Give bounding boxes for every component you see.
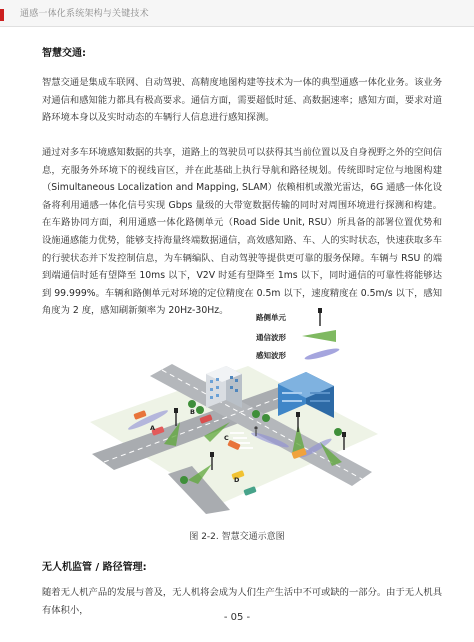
section-heading-uav: 无人机监管 / 路径管理: [42,562,147,573]
communication-wave-icon [302,330,336,342]
vehicle-label-a: A [150,424,156,432]
sensing-wave-icon [304,346,340,361]
rsu-icon [342,432,346,437]
header-divider [0,26,474,27]
vehicle-label-c: C [224,434,229,442]
paragraph-smart-traffic-details: 通过对多车环境感知数据的共享，道路上的驾驶员可以获得其当前位置以及自身视野之外的空间信息，充服务外环境下的视线盲区，并在此基础上执行导航和路径规划。传统即时定位与地图构建（Simultaneous Localization and Mapping, SLAM）依赖相机或激光雷达，6G 通感一体化设备将利用通感一体化信号实现 Gbps 量级的大带宽数据传输的同时对周围环境进行探测和构建。在车路协同方面，利用通感一体化路侧单元（Road Side Unit, RSU）所具备的部署位置优势和设施通感能力优势，能够支持海量终端数据通信，高效感知路、车、人的实时状态，快速获取多车的行驶状态并下发控制信息，为车辆编队、自动驾驶等提供更可靠的服务保障。车辆与 RSU 的端到端通信时延有望降至 10ms 以下，V2V 时延有望降至 1ms 以下，同时通信的可靠性将能够达到 99.999%。车辆和路侧单元对环境的定位精度在 0.5m 以下，速度精度在 0.5m/s 以下，感知角度为 2 度，感知刷新频率为 20Hz-30Hz。 [42,147,443,317]
legend-label-communication: 通信波形 [256,333,286,342]
legend-label-sensing: 感知波形 [256,351,286,360]
rsu-icon [210,452,214,457]
tree [180,476,188,484]
figure-caption: 图 2-2. 智慧交通示意图 [189,532,285,542]
paragraph-smart-traffic-intro: 智慧交通是集成车联网、自动驾驶、高精度地图构建等技术为一体的典型通感一体化业务。该业务对通信和感知能力都具有极高要求。通信方面，需要超低时延、高数据速率；感知方面，要求对道路环境本身以及实时动态的车辆行人信息进行感知探测。 [42,77,442,124]
running-title: 通感一体化系统架构与关键技术 [20,9,149,19]
figure-legend [256,308,340,362]
tree [262,414,270,422]
page-number: - 05 - [223,612,251,623]
smart-traffic-diagram [80,304,380,522]
rsu-icon [174,408,178,413]
legend-label-rsu: 路侧单元 [256,313,286,322]
header-accent-mark [0,9,4,21]
tree [196,406,204,414]
vehicle-label-b: B [190,408,195,416]
tree [252,410,260,418]
paragraph-uav-intro: 随着无人机产品的发展与普及，无人机将会成为人们生产生活中不可或缺的一部分。由于无人机具有体积小， [42,587,442,616]
rsu-icon [318,308,322,313]
vehicle-label-d: D [234,476,240,484]
rsu-icon [296,412,300,417]
section-heading-smart-traffic: 智慧交通: [42,48,86,59]
tree [188,400,196,408]
tree [334,428,342,436]
